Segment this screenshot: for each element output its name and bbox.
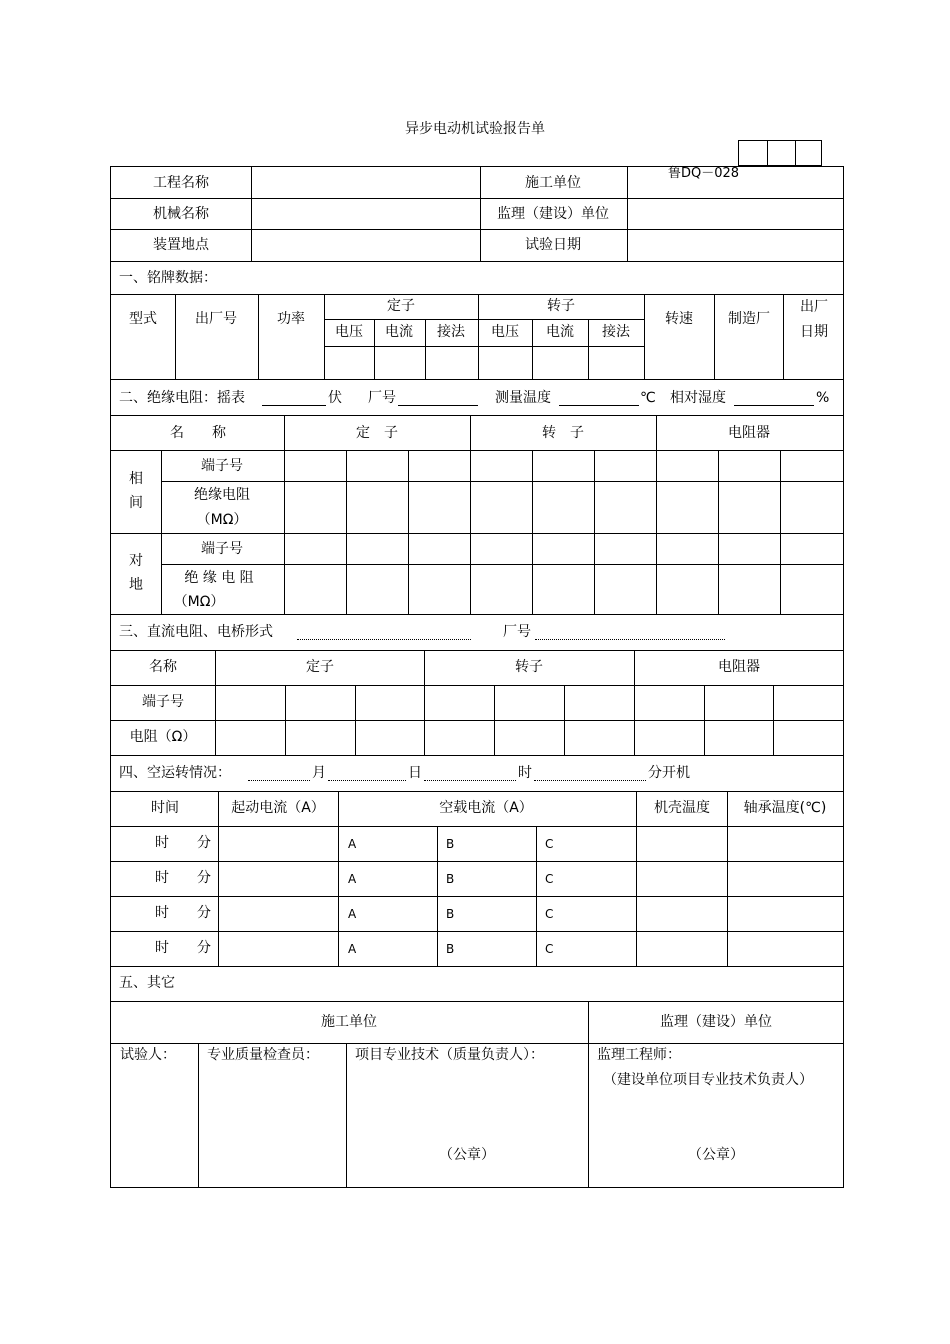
phase-a: A bbox=[348, 942, 357, 956]
row-divider bbox=[111, 229, 843, 230]
row-divider bbox=[111, 966, 843, 967]
header-resistor: 电阻器 bbox=[718, 659, 760, 675]
label-start: 分开机 bbox=[648, 765, 690, 781]
row-divider bbox=[111, 826, 843, 827]
phase-c: C bbox=[545, 872, 554, 886]
section-other: 五、其它 bbox=[119, 975, 175, 991]
label-insulation-resistance: 绝 缘 电 阻 bbox=[184, 570, 254, 586]
row-divider bbox=[111, 720, 843, 721]
row-divider bbox=[111, 1043, 843, 1044]
col-divider bbox=[215, 650, 216, 755]
row-divider bbox=[324, 319, 644, 320]
seal-construction: （公章） bbox=[439, 1147, 495, 1163]
row-divider bbox=[111, 533, 843, 534]
form-code: 鲁DQ－028 bbox=[668, 166, 740, 181]
phase-c: C bbox=[545, 837, 554, 851]
col-divider bbox=[346, 450, 347, 614]
col-divider bbox=[424, 650, 425, 755]
header-rotor: 转 子 bbox=[542, 425, 584, 441]
row-divider bbox=[111, 896, 843, 897]
phase-a: A bbox=[348, 872, 357, 886]
label-phase-2: 间 bbox=[129, 495, 143, 511]
col-divider bbox=[338, 791, 339, 966]
code-box-divider bbox=[767, 141, 768, 165]
label-speed: 转速 bbox=[665, 311, 693, 327]
col-divider bbox=[704, 685, 705, 755]
row-divider bbox=[161, 564, 843, 565]
blank-month bbox=[248, 780, 310, 781]
col-divider bbox=[714, 294, 715, 379]
header-construction-unit: 施工单位 bbox=[321, 1014, 377, 1030]
col-divider bbox=[478, 294, 479, 379]
row-divider bbox=[111, 931, 843, 932]
header-stator: 定 子 bbox=[356, 425, 398, 441]
col-divider bbox=[480, 167, 481, 261]
row-time: 时 分 bbox=[155, 870, 211, 886]
label-percent: % bbox=[816, 390, 830, 406]
row-divider bbox=[324, 346, 644, 347]
report-form bbox=[110, 166, 844, 1188]
label-machine-name: 机械名称 bbox=[153, 206, 209, 222]
label-factory-no: 厂号 bbox=[368, 390, 396, 406]
col-divider bbox=[374, 319, 375, 379]
label-stator-connection: 接法 bbox=[437, 324, 465, 340]
label-owner-tech: （建设单位项目专业技术负责人） bbox=[603, 1072, 813, 1088]
col-divider bbox=[594, 450, 595, 614]
col-divider bbox=[644, 294, 645, 379]
phase-b: B bbox=[446, 907, 455, 921]
blank-bridge-type bbox=[297, 639, 471, 640]
col-divider bbox=[346, 1043, 347, 1187]
col-divider bbox=[198, 1043, 199, 1187]
label-serial: 出厂号 bbox=[195, 311, 237, 327]
section-dc-resistance: 三、直流电阻、电桥形式 bbox=[119, 624, 273, 640]
col-divider bbox=[588, 1001, 589, 1187]
label-factory-no: 厂号 bbox=[503, 624, 531, 640]
col-divider bbox=[532, 319, 533, 379]
blank-factory-no bbox=[535, 639, 725, 640]
section-noload: 四、空运转情况： bbox=[119, 765, 231, 781]
section-nameplate: 一、铭牌数据： bbox=[119, 270, 217, 286]
col-divider bbox=[634, 650, 635, 755]
label-date-line2: 日期 bbox=[800, 324, 828, 340]
row-divider bbox=[111, 415, 843, 416]
label-month: 月 bbox=[312, 765, 326, 781]
label-temp: 测量温度 bbox=[495, 390, 551, 406]
header-rotor: 转子 bbox=[515, 659, 543, 675]
row-divider bbox=[111, 198, 843, 199]
col-divider bbox=[324, 294, 325, 379]
col-divider bbox=[284, 415, 285, 614]
header-supervision-unit: 监理（建设）单位 bbox=[660, 1014, 772, 1030]
col-divider bbox=[355, 685, 356, 755]
label-model: 型式 bbox=[129, 311, 157, 327]
col-divider bbox=[564, 685, 565, 755]
label-humidity: 相对湿度 bbox=[670, 390, 726, 406]
row-time: 时 分 bbox=[155, 940, 211, 956]
label-rotor: 转子 bbox=[547, 298, 575, 314]
col-divider bbox=[627, 167, 628, 261]
row-divider bbox=[111, 650, 843, 651]
label-insulation-resistance: 绝缘电阻 bbox=[194, 487, 250, 503]
header-resistor: 电阻器 bbox=[728, 425, 770, 441]
label-project-tech: 项目专业技术（质量负责人）： bbox=[355, 1047, 544, 1063]
label-supervising-engineer: 监理工程师： bbox=[597, 1047, 681, 1063]
col-divider bbox=[780, 450, 781, 614]
code-box-divider bbox=[795, 141, 796, 165]
row-divider bbox=[111, 614, 843, 615]
header-stator: 定子 bbox=[306, 659, 334, 675]
col-divider bbox=[251, 167, 252, 261]
label-stator-voltage: 电压 bbox=[335, 324, 363, 340]
label-unit: （MΩ） bbox=[196, 512, 248, 528]
label-ground-2: 地 bbox=[129, 577, 143, 593]
col-divider bbox=[175, 294, 176, 379]
col-divider bbox=[727, 791, 728, 966]
phase-b: B bbox=[446, 837, 455, 851]
col-divider bbox=[718, 450, 719, 614]
blank-hour bbox=[424, 780, 516, 781]
header-noload-current: 空载电流（A） bbox=[439, 800, 533, 816]
row-divider bbox=[111, 261, 843, 262]
col-divider bbox=[258, 294, 259, 379]
label-test-date: 试验日期 bbox=[525, 237, 581, 253]
label-rotor-voltage: 电压 bbox=[491, 324, 519, 340]
row-divider bbox=[111, 379, 843, 380]
label-date-line1: 出厂 bbox=[800, 299, 828, 315]
col-divider bbox=[285, 685, 286, 755]
row-divider bbox=[161, 481, 843, 482]
label-quality-inspector: 专业质量检查员： bbox=[207, 1047, 319, 1063]
label-celsius: ℃ bbox=[640, 390, 656, 406]
label-rotor-connection: 接法 bbox=[602, 324, 630, 340]
header-start-current: 起动电流（A） bbox=[231, 800, 325, 816]
blank-meter bbox=[262, 405, 326, 406]
phase-c: C bbox=[545, 907, 554, 921]
col-divider bbox=[161, 450, 162, 614]
blank-day bbox=[328, 780, 406, 781]
label-terminal: 端子号 bbox=[142, 694, 184, 710]
col-divider bbox=[636, 791, 637, 966]
label-day: 日 bbox=[408, 765, 422, 781]
row-divider bbox=[111, 450, 843, 451]
header-name: 名 称 bbox=[170, 425, 226, 441]
page-title: 异步电动机试验报告单 bbox=[405, 121, 545, 137]
blank-minute bbox=[534, 780, 646, 781]
row-divider bbox=[111, 685, 843, 686]
row-divider bbox=[111, 1001, 843, 1002]
header-case-temp: 机壳温度 bbox=[654, 800, 710, 816]
label-terminal: 端子号 bbox=[201, 458, 243, 474]
phase-a: A bbox=[348, 837, 357, 851]
label-rotor-current: 电流 bbox=[546, 324, 574, 340]
row-time: 时 分 bbox=[155, 905, 211, 921]
label-supervision-unit: 监理（建设）单位 bbox=[497, 206, 609, 222]
label-maker: 制造厂 bbox=[728, 311, 770, 327]
label-stator: 定子 bbox=[387, 298, 415, 314]
col-divider bbox=[408, 450, 409, 614]
label-stator-current: 电流 bbox=[385, 324, 413, 340]
header-time: 时间 bbox=[151, 800, 179, 816]
header-name: 名称 bbox=[149, 659, 177, 675]
label-volt: 伏 bbox=[328, 390, 342, 406]
header-bearing-temp: 轴承温度(℃) bbox=[743, 800, 827, 816]
col-divider bbox=[773, 685, 774, 755]
label-hour: 时 bbox=[518, 765, 532, 781]
col-divider bbox=[588, 319, 589, 379]
seal-supervision: （公章） bbox=[688, 1147, 744, 1163]
col-divider bbox=[783, 294, 784, 379]
phase-a: A bbox=[348, 907, 357, 921]
col-divider bbox=[532, 450, 533, 614]
label-terminal: 端子号 bbox=[201, 541, 243, 557]
phase-c: C bbox=[545, 942, 554, 956]
label-construction-unit: 施工单位 bbox=[525, 175, 581, 191]
blank-humidity bbox=[734, 405, 814, 406]
section-insulation: 二、绝缘电阻：摇表 bbox=[119, 390, 245, 406]
label-ground-1: 对 bbox=[129, 553, 143, 569]
phase-b: B bbox=[446, 872, 455, 886]
col-divider bbox=[656, 415, 657, 614]
label-project-name: 工程名称 bbox=[153, 175, 209, 191]
label-location: 装置地点 bbox=[153, 237, 209, 253]
label-tester: 试验人： bbox=[120, 1047, 176, 1063]
col-divider bbox=[536, 826, 537, 966]
row-divider bbox=[111, 861, 843, 862]
blank-factory-no bbox=[398, 405, 478, 406]
col-divider bbox=[218, 791, 219, 966]
col-divider bbox=[437, 826, 438, 966]
col-divider bbox=[494, 685, 495, 755]
label-power: 功率 bbox=[277, 311, 305, 327]
label-phase-1: 相 bbox=[129, 471, 143, 487]
col-divider bbox=[470, 415, 471, 614]
row-divider bbox=[111, 755, 843, 756]
row-divider bbox=[111, 791, 843, 792]
row-time: 时 分 bbox=[155, 835, 211, 851]
phase-b: B bbox=[446, 942, 455, 956]
blank-temp bbox=[559, 405, 639, 406]
label-unit: （MΩ） bbox=[173, 594, 225, 610]
label-resistance: 电阻（Ω） bbox=[129, 729, 197, 745]
row-divider bbox=[111, 294, 843, 295]
col-divider bbox=[425, 319, 426, 379]
code-boxes bbox=[738, 140, 822, 166]
